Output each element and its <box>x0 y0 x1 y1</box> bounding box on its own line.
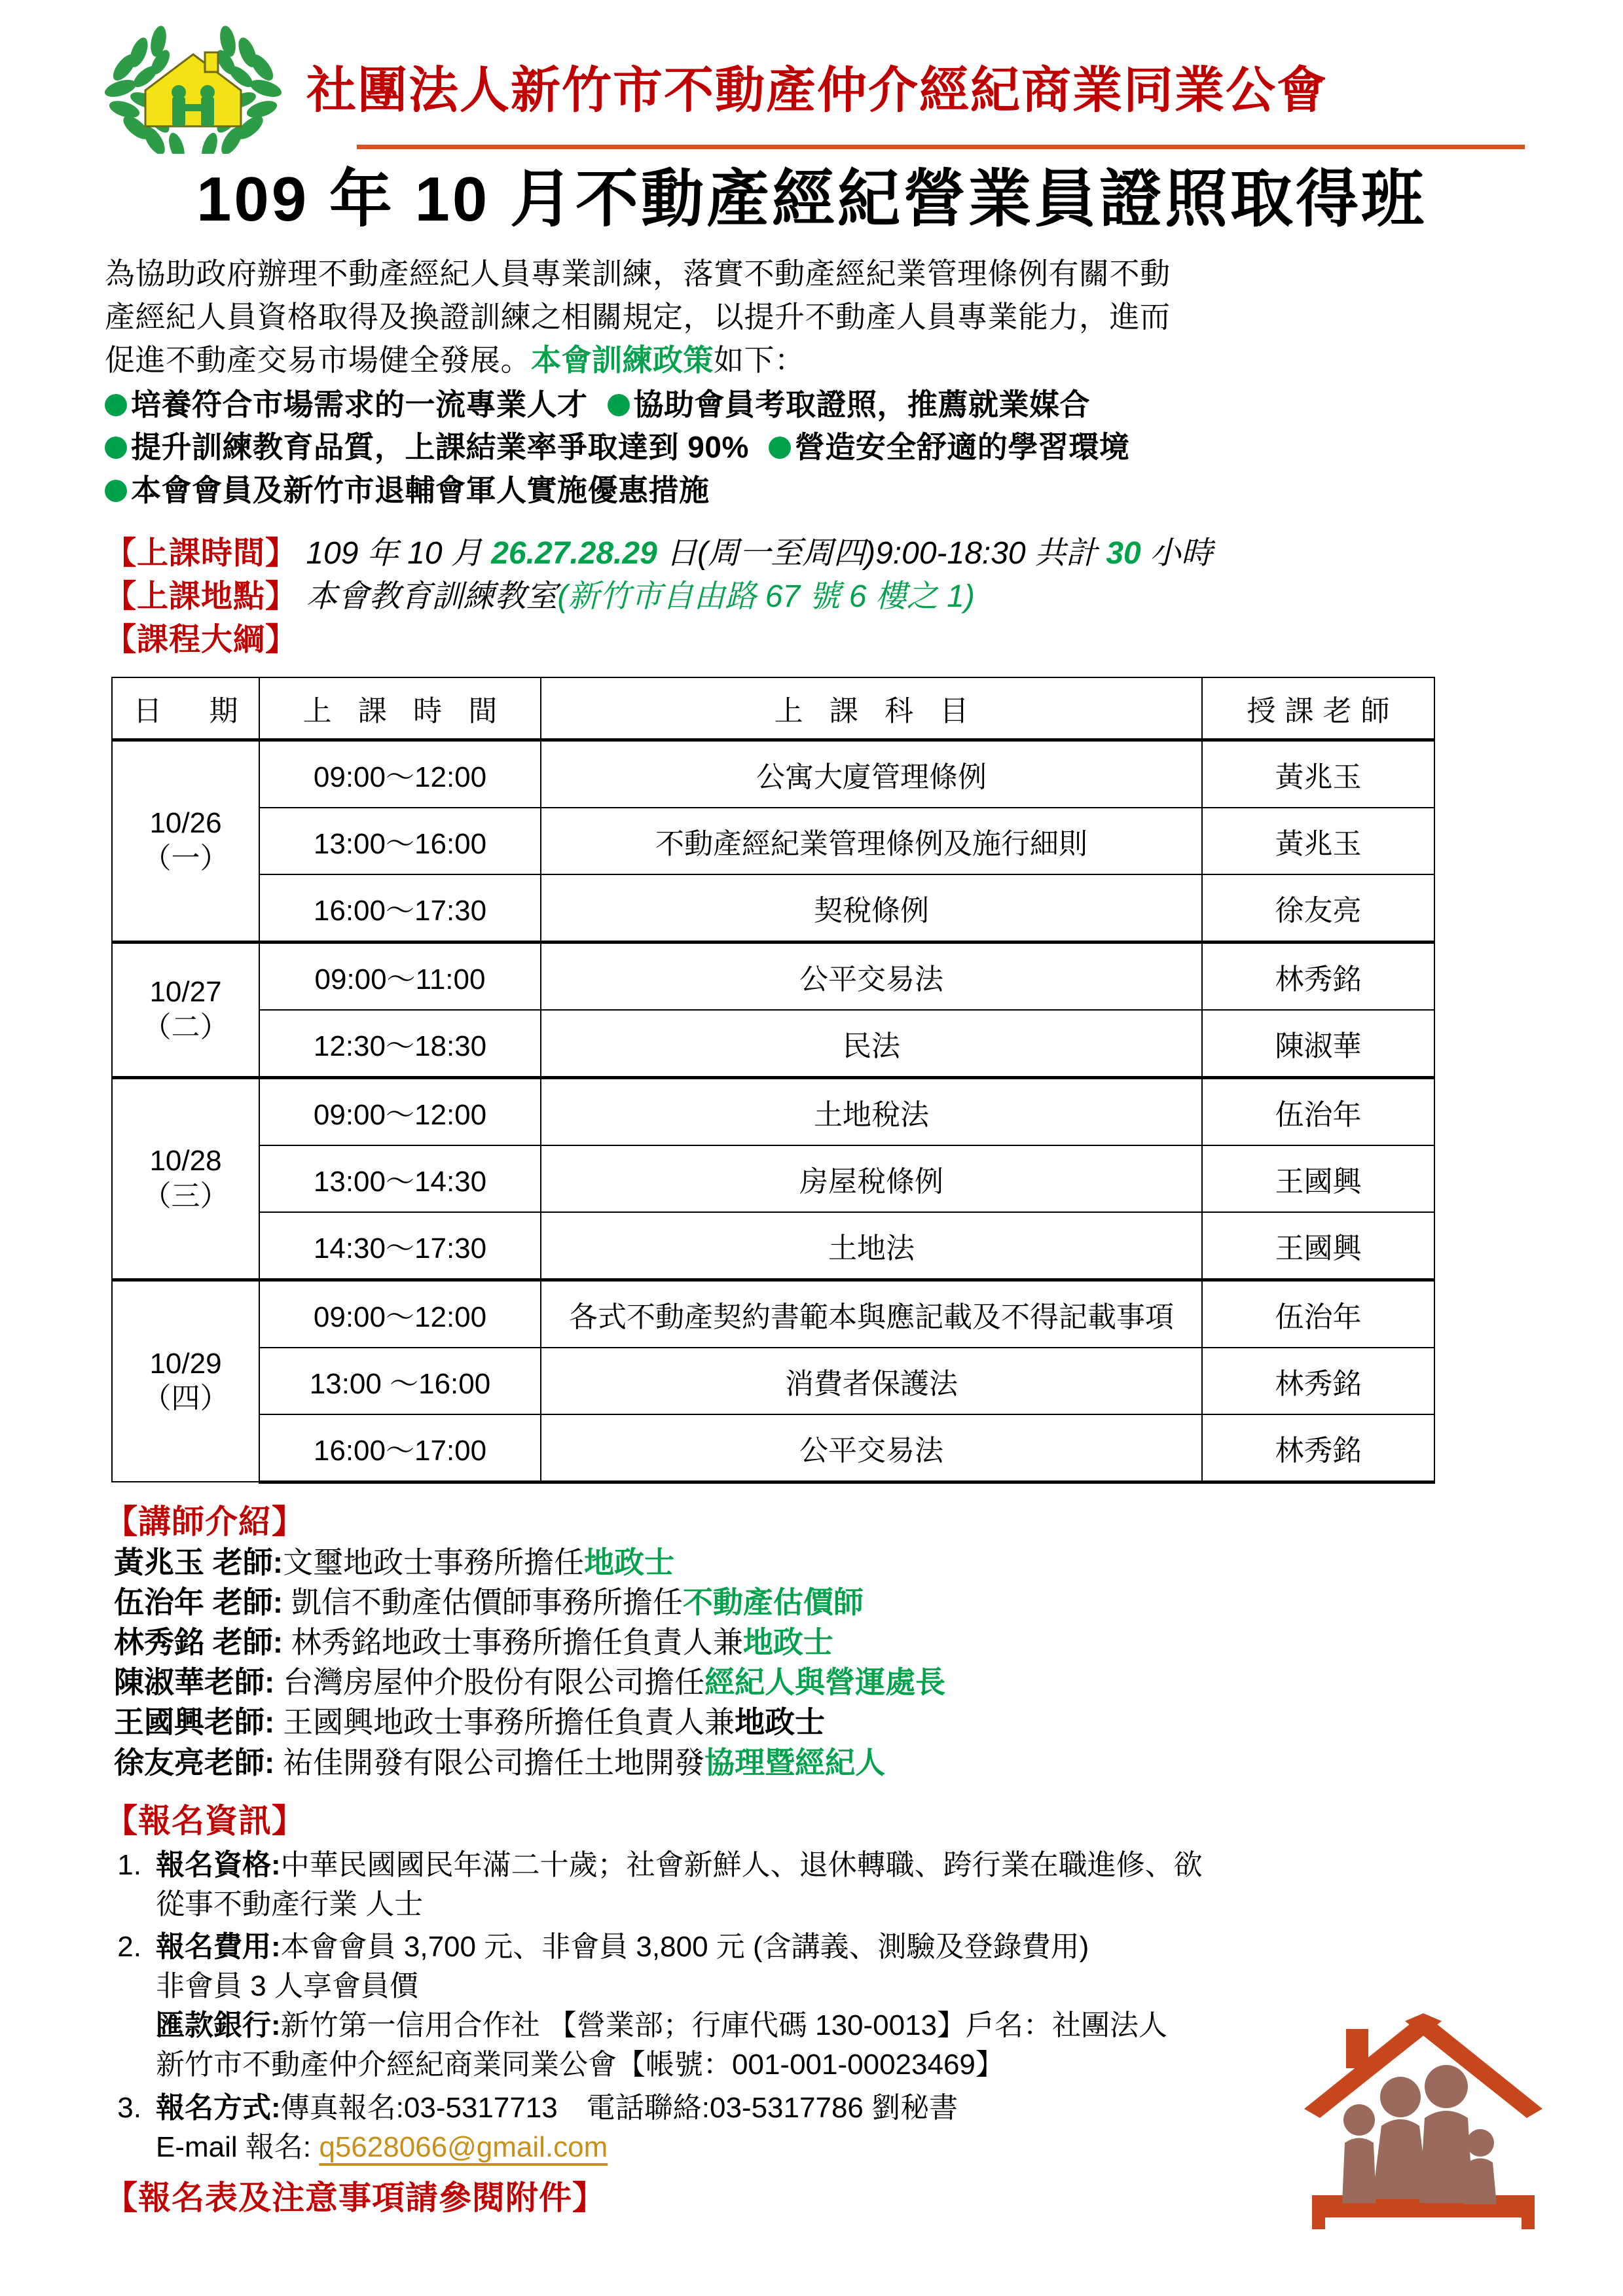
bullet-dot-icon <box>105 394 127 416</box>
cell-subject: 民法 <box>541 1010 1202 1078</box>
instructor-role: 地政士 <box>584 1545 675 1579</box>
table-row <box>112 1348 1434 1414</box>
cell-subject: 公平交易法 <box>541 1414 1202 1482</box>
instructors-heading: 【講師介紹】 <box>105 1503 305 1540</box>
class-dates: 26.27.28.29 <box>491 535 657 571</box>
registration-item-label: 報名資格: <box>156 1848 281 1881</box>
bank-line: 新竹市不動產仲介經紀商業同業公會【帳號：001-001-00023469】 <box>156 2048 1004 2081</box>
table-row <box>112 1212 1434 1280</box>
registration-item-number: 1. <box>117 1848 141 1881</box>
table-row <box>112 942 1434 1010</box>
cell-time: 16:00～17:30 <box>259 874 541 942</box>
instructor-affiliation: 凱信不動產估價師事務所擔任 <box>283 1585 683 1619</box>
instructor-role: 地政士 <box>735 1705 826 1740</box>
instructor-item <box>114 1543 1525 1583</box>
table-row <box>112 808 1434 874</box>
instructor-item <box>114 1583 1525 1623</box>
instructor-item <box>114 1743 1525 1783</box>
instructor-affiliation: 王國興地政士事務所擔任負責人兼 <box>274 1705 735 1740</box>
table-row <box>112 1414 1434 1482</box>
cell-subject: 土地法 <box>541 1212 1202 1280</box>
intro-line-3-prefix: 促進不動產交易市場健全發展。 <box>105 342 531 377</box>
policy-item-1: 培養符合市場需求的一流專業人才 <box>131 387 588 422</box>
date-value: 10/27 <box>149 976 222 1009</box>
policy-item-2: 協助會員考取證照，推薦就業媒合 <box>633 387 1090 422</box>
table-row <box>112 1145 1434 1212</box>
cell-time: 13:00～14:30 <box>259 1145 541 1212</box>
cell-date <box>112 1280 259 1482</box>
instructor-name: 林秀銘 老師: <box>114 1625 283 1660</box>
bullet-dot-icon <box>769 437 791 459</box>
instructor-name: 陳淑華老師: <box>114 1665 275 1700</box>
registration-item-line: 中華民國國民年滿二十歲；社會新鮮人、退休轉職、跨行業在職進修、欲 <box>280 1848 1203 1881</box>
course-schedule-table <box>111 677 1435 1484</box>
training-policy-highlight: 本會訓練政策 <box>531 342 714 377</box>
instructor-name: 徐友亮老師: <box>114 1745 275 1780</box>
bullet-dot-icon <box>105 480 127 502</box>
cell-date <box>112 942 259 1077</box>
cell-teacher: 林秀銘 <box>1202 942 1434 1010</box>
class-place-address: (新竹市自由路 67 號 6 樓之 1) <box>557 579 975 615</box>
cell-teacher: 林秀銘 <box>1202 1348 1434 1414</box>
house-family-icon <box>1286 1987 1561 2262</box>
policy-item-5: 本會會員及新竹市退輔會軍人實施優惠措施 <box>131 473 710 508</box>
instructor-item <box>114 1623 1525 1662</box>
registration-item-line: 本會會員 3,700 元、非會員 3,800 元 (含講義、測驗及登錄費用) <box>280 1931 1089 1964</box>
cell-time: 13:00 ～16:00 <box>259 1348 541 1414</box>
table-row <box>112 1077 1434 1145</box>
bullet-dot-icon <box>105 437 127 459</box>
intro-line-1: 為協助政府辦理不動產經紀人員專業訓練，落實不動產經紀業管理條例有關不動 <box>105 257 1171 291</box>
date-value: 10/28 <box>149 1145 222 1177</box>
cell-subject: 各式不動產契約書範本與應記載及不得記載事項 <box>541 1280 1202 1348</box>
cell-time: 09:00～12:00 <box>259 1280 541 1348</box>
instructor-name: 伍治年 老師: <box>114 1585 283 1619</box>
cell-teacher: 徐友亮 <box>1202 874 1434 942</box>
instructor-list <box>105 1543 1525 1783</box>
date-value: 10/29 <box>149 1347 222 1380</box>
cell-time: 09:00～12:00 <box>259 1077 541 1145</box>
instructor-name: 王國興老師: <box>114 1705 275 1740</box>
cell-subject: 土地稅法 <box>541 1077 1202 1145</box>
cell-teacher: 黃兆玉 <box>1202 808 1434 874</box>
instructor-affiliation: 台灣房屋仲介股份有限公司擔任 <box>274 1665 705 1700</box>
attachment-footnote: 【報名表及注意事項請參閱附件】 <box>105 2179 606 2217</box>
page-title: 109 年 10 月不動產經紀營業員證照取得班 <box>196 164 1427 234</box>
class-time-part3: 小時 <box>1150 535 1213 571</box>
instructor-affiliation: 祐佳開發有限公司擔任土地開發 <box>274 1745 705 1780</box>
class-total-hours: 30 <box>1106 535 1141 571</box>
instructor-role: 不動產估價師 <box>682 1585 864 1619</box>
bank-label: 匯款銀行: <box>156 2009 281 2042</box>
intro-paragraph <box>105 253 1525 382</box>
class-time-label: 【上課時間】 <box>105 535 298 571</box>
cell-time: 14:30～17:30 <box>259 1212 541 1280</box>
class-place-text: 本會教育訓練教室 <box>306 579 558 615</box>
instructor-affiliation: 林秀銘地政士事務所擔任負責人兼 <box>283 1625 743 1660</box>
organization-title: 社團法人新竹市不動產仲介經紀商業同業公會 <box>306 63 1328 118</box>
course-outline-row <box>105 619 1525 662</box>
instructor-item <box>114 1662 1525 1702</box>
cell-teacher: 林秀銘 <box>1202 1414 1434 1482</box>
column-header-time: 上 課 時 間 <box>259 677 541 740</box>
weekday-value: （一） <box>142 842 229 874</box>
registration-item-line: 從事不動產行業 人士 <box>156 1888 424 1920</box>
cell-subject: 房屋稅條例 <box>541 1145 1202 1212</box>
cell-teacher: 陳淑華 <box>1202 1010 1434 1078</box>
class-place-label: 【上課地點】 <box>105 579 298 615</box>
cell-time: 09:00～12:00 <box>259 740 541 808</box>
intro-line-2: 產經紀人員資格取得及換證訓練之相關規定，以提升不動產人員專業能力，進而 <box>105 300 1171 334</box>
registration-item-number: 3. <box>117 2091 141 2124</box>
class-time-part1: 109 年 10 月 <box>306 535 483 571</box>
laurel-house-logo <box>98 23 288 154</box>
cell-subject: 契稅條例 <box>541 874 1202 942</box>
instructor-role: 經紀人與營運處長 <box>704 1665 946 1700</box>
instructor-role: 協理暨經紀人 <box>704 1745 886 1780</box>
cell-date <box>112 740 259 942</box>
table-row <box>112 740 1434 808</box>
email-label: E-mail 報名: <box>156 2130 319 2163</box>
table-row <box>112 1280 1434 1348</box>
intro-line-3-suffix: 如下： <box>714 342 805 377</box>
cell-teacher: 王國興 <box>1202 1212 1434 1280</box>
weekday-value: （二） <box>142 1011 229 1043</box>
instructor-affiliation: 文璽地政士事務所擔任 <box>283 1545 585 1579</box>
registration-item-label: 報名方式: <box>156 2091 281 2124</box>
policy-item-3: 提升訓練教育品質，上課結業率爭取達到 90% <box>131 430 749 465</box>
cell-time: 09:00～11:00 <box>259 942 541 1010</box>
course-outline-label: 【課程大綱】 <box>105 622 298 658</box>
bullet-dot-icon <box>608 394 630 416</box>
cell-teacher: 黃兆玉 <box>1202 740 1434 808</box>
registration-item <box>105 1846 1525 1924</box>
date-value: 10/26 <box>149 807 222 840</box>
cell-subject: 公寓大廈管理條例 <box>541 740 1202 808</box>
policy-list <box>105 384 1525 512</box>
header-divider <box>357 145 1525 149</box>
weekday-value: （三） <box>142 1179 229 1212</box>
cell-subject: 公平交易法 <box>541 942 1202 1010</box>
instructor-item <box>114 1702 1525 1742</box>
class-time-part2: 日(周一至周四)9:00-18:30 共計 <box>666 535 1097 571</box>
column-header-subject: 上 課 科 目 <box>541 677 1202 740</box>
registration-item-number: 2. <box>117 1931 141 1964</box>
instructor-role: 地政士 <box>742 1625 833 1660</box>
class-time-row <box>105 532 1525 575</box>
policy-item-4: 營造安全舒適的學習環境 <box>794 430 1130 465</box>
cell-time: 12:30～18:30 <box>259 1010 541 1078</box>
registration-item-line: 傳真報名:03-5317713 電話聯絡:03-5317786 劉秘書 <box>280 2091 958 2124</box>
weekday-value: （四） <box>142 1382 229 1415</box>
cell-teacher: 伍治年 <box>1202 1280 1434 1348</box>
bank-line: 新竹第一信用合作社 【營業部；行庫代碼 130-0013】戶名：社團法人 <box>280 2009 1168 2042</box>
instructor-name: 黃兆玉 老師: <box>114 1545 283 1579</box>
masthead <box>0 0 1623 141</box>
column-header-teacher: 授課老師 <box>1202 677 1434 740</box>
cell-time: 13:00～16:00 <box>259 808 541 874</box>
cell-teacher: 伍治年 <box>1202 1077 1434 1145</box>
table-row <box>112 874 1434 942</box>
cell-time: 16:00～17:00 <box>259 1414 541 1482</box>
class-place-row <box>105 575 1525 619</box>
registration-item-body <box>156 1846 1525 1924</box>
table-row <box>112 1010 1434 1078</box>
registration-heading: 【報名資訊】 <box>105 1802 305 1839</box>
cell-subject: 不動產經紀業管理條例及施行細則 <box>541 808 1202 874</box>
email-address-link[interactable]: q5628066@gmail.com <box>319 2130 608 2163</box>
column-header-date: 日 期 <box>112 677 259 740</box>
cell-date <box>112 1077 259 1280</box>
registration-item-label: 報名費用: <box>156 1931 281 1964</box>
table-header-row <box>112 677 1434 740</box>
cell-teacher: 王國興 <box>1202 1145 1434 1212</box>
course-meta <box>105 532 1525 662</box>
cell-subject: 消費者保護法 <box>541 1348 1202 1414</box>
registration-item-line: 非會員 3 人享會員價 <box>156 1970 418 2003</box>
